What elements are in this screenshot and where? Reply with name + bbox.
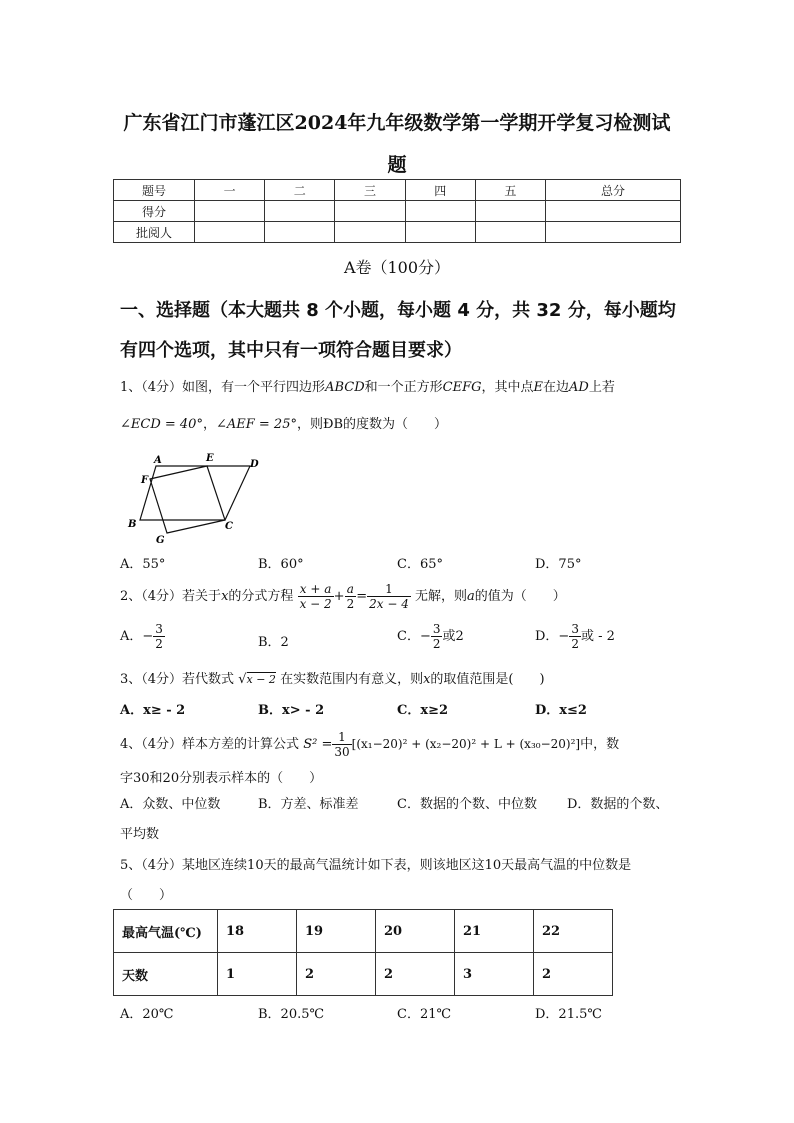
math-expr: ∠AEF = 25° xyxy=(215,417,297,432)
question-text: ，其中点 xyxy=(481,380,534,395)
numerator: 1 xyxy=(332,730,351,745)
question-1 xyxy=(120,376,615,395)
numerator: 1 xyxy=(367,582,411,597)
reviewer-cell[interactable] xyxy=(405,222,475,243)
option-b[interactable]: B．2 xyxy=(258,635,289,650)
math-var: E xyxy=(533,380,543,395)
fraction xyxy=(153,622,165,651)
table-cell: 最高气温(℃) xyxy=(114,910,218,953)
question-number: 1、（4分） xyxy=(120,380,183,395)
math-expr: S² = xyxy=(303,737,333,752)
question-4 xyxy=(120,730,619,759)
score-cell[interactable] xyxy=(405,201,475,222)
numerator: a xyxy=(345,582,357,597)
table-cell: 18 xyxy=(218,910,297,953)
question-text: 若关于 xyxy=(182,589,222,604)
option-a[interactable]: A．众数、中位数 xyxy=(120,797,221,812)
math-var: x xyxy=(423,672,431,687)
question-4-line2: 字30和20分别表示样本的（ ） xyxy=(120,771,323,786)
page-title-cont: 题 xyxy=(387,154,407,176)
score-cell[interactable] xyxy=(265,201,335,222)
table-cell: 3 xyxy=(455,953,534,996)
score-row-label: 得分 xyxy=(114,201,195,222)
score-header-cell: 一 xyxy=(195,180,265,201)
paper-section-label: A卷（100分） xyxy=(343,258,451,277)
numerator: 3 xyxy=(571,622,579,636)
numerator: 3 xyxy=(432,622,441,636)
score-table xyxy=(113,179,681,243)
option-a[interactable]: A．55° xyxy=(120,557,166,572)
question-text: 在边 xyxy=(543,380,570,395)
table-cell: 2 xyxy=(297,953,376,996)
question-text: 若代数式 xyxy=(182,672,235,687)
score-header-cell: 四 xyxy=(405,180,475,201)
score-header-cell: 题号 xyxy=(114,180,195,201)
vertex-label: B xyxy=(128,519,137,530)
math-var: x xyxy=(221,589,229,604)
section-heading-cont: 有四个选项，其中只有一项符合题目要求） xyxy=(120,340,462,361)
question-text: 中，数 xyxy=(580,737,620,752)
question-text: 某地区连续10天的最高气温统计如下表，则该地区这10天最高气温的中位数是 xyxy=(182,858,632,873)
denominator: 2 xyxy=(432,637,441,651)
table-cell: 21 xyxy=(455,910,534,953)
question-text: 和一个正方形 xyxy=(364,380,443,395)
option-d[interactable]: D．x≤2 xyxy=(535,703,587,718)
option-a[interactable]: A．20℃ xyxy=(120,1007,174,1022)
score-cell[interactable] xyxy=(546,201,681,222)
question-text: 上若 xyxy=(588,380,615,395)
radicand: x − 2 xyxy=(246,673,276,686)
table-cell: 1 xyxy=(218,953,297,996)
question-number: 4、（4分） xyxy=(120,737,183,752)
square-root: √x − 2 xyxy=(238,672,276,687)
parallelogram-abcd xyxy=(140,466,250,520)
option-d[interactable]: D．75° xyxy=(535,557,582,572)
question-text: 样本方差的计算公式 xyxy=(182,737,300,752)
table-cell: 2 xyxy=(534,953,613,996)
denominator: 2 xyxy=(571,637,579,651)
question-text: 在实数范围内有意义，则 xyxy=(280,672,424,687)
question-1-line2: ∠ECD = 40°，∠AEF = 25°，则ÐB的度数为（ ） xyxy=(120,417,448,432)
option-c[interactable]: C．数据的个数、中位数 xyxy=(397,797,537,812)
vertex-label: G xyxy=(156,535,165,546)
score-header-cell: 总分 xyxy=(546,180,681,201)
table-cell: 20 xyxy=(376,910,455,953)
fraction xyxy=(298,582,334,611)
reviewer-row xyxy=(114,222,681,243)
question-text: 的取值范围是( ) xyxy=(430,672,545,687)
question-number: 2、（4分） xyxy=(120,589,183,604)
question-number: 5、（4分） xyxy=(120,858,183,873)
vertex-label: A xyxy=(154,455,162,466)
score-header-cell: 五 xyxy=(475,180,545,201)
days-row xyxy=(114,953,613,996)
denominator: 2 xyxy=(346,597,355,611)
question-3 xyxy=(120,668,545,687)
math-var: AD xyxy=(569,380,589,395)
fraction xyxy=(431,622,443,651)
option-a[interactable] xyxy=(120,622,165,651)
section-heading: 一、选择题（本大题共 8 个小题，每小题 4 分，共 32 分，每小题均 xyxy=(120,300,676,321)
vertex-label: D xyxy=(250,459,259,470)
math-expr: [(x₁−20)² + (x₂−20)² + L + (x₃₀−20)²] xyxy=(351,737,581,751)
math-var: a xyxy=(467,589,475,604)
denominator: x − 2 xyxy=(299,597,332,611)
reviewer-row-label: 批阅人 xyxy=(114,222,195,243)
option-suffix: 或2 xyxy=(442,629,464,644)
question-2 xyxy=(120,582,566,611)
option-c[interactable]: C．65° xyxy=(397,557,443,572)
numerator: x + a xyxy=(298,582,334,597)
question-5-line2: （ ） xyxy=(120,888,173,903)
math-var: CEFG xyxy=(442,380,482,395)
option-c[interactable]: C．21℃ xyxy=(397,1007,452,1022)
option-label: A．− xyxy=(120,629,154,644)
denominator: 2 xyxy=(155,637,163,651)
question-number: 3、（4分） xyxy=(120,672,183,687)
option-label: C．− xyxy=(397,629,431,644)
table-cell: 天数 xyxy=(114,953,218,996)
reviewer-cell[interactable] xyxy=(195,222,265,243)
page-title: 广东省江门市蓬江区2024年九年级数学第一学期开学复习检测试 xyxy=(123,112,671,134)
fraction xyxy=(569,622,581,651)
temperature-table xyxy=(113,909,613,996)
table-cell: 19 xyxy=(297,910,376,953)
denominator: 2x − 4 xyxy=(369,597,409,611)
geometry-figure xyxy=(120,448,270,548)
score-row xyxy=(114,201,681,222)
vertex-label: E xyxy=(206,453,214,464)
math-expr: ∠ECD = 40° xyxy=(120,417,203,432)
vertex-label: F xyxy=(141,475,149,486)
option-a[interactable]: A．x≥ - 2 xyxy=(120,703,186,718)
table-cell: 2 xyxy=(376,953,455,996)
question-5 xyxy=(120,854,631,873)
option-c[interactable] xyxy=(397,622,464,651)
numerator: 3 xyxy=(155,622,163,636)
fraction xyxy=(345,582,357,611)
operator: = xyxy=(356,589,368,604)
question-text: 的分式方程 xyxy=(228,589,294,604)
question-text: ，则ÐB的度数为（ ） xyxy=(296,417,448,432)
math-var: ABCD xyxy=(325,380,365,395)
option-d[interactable] xyxy=(535,622,615,651)
reviewer-cell[interactable] xyxy=(335,222,405,243)
option-d-cont: 平均数 xyxy=(120,827,160,842)
score-table-header-row xyxy=(114,180,681,201)
score-header-cell: 二 xyxy=(265,180,335,201)
score-cell[interactable] xyxy=(475,201,545,222)
option-c[interactable]: C．x≥2 xyxy=(397,703,449,718)
question-text: 无解，则 xyxy=(414,589,467,604)
option-b[interactable]: B．20.5℃ xyxy=(258,1007,325,1022)
operator: + xyxy=(333,589,345,604)
fraction xyxy=(332,730,351,759)
score-cell[interactable] xyxy=(195,201,265,222)
score-cell[interactable] xyxy=(335,201,405,222)
reviewer-cell[interactable] xyxy=(546,222,681,243)
question-text: 如图，有一个平行四边形 xyxy=(182,380,326,395)
temperature-row xyxy=(114,910,613,953)
question-text: 的值为（ ） xyxy=(474,589,566,604)
option-d[interactable]: D．数据的个数、 xyxy=(567,797,669,812)
square-cefg xyxy=(150,466,225,533)
fraction xyxy=(367,582,411,611)
table-cell: 22 xyxy=(534,910,613,953)
option-b[interactable]: B．方差、标准差 xyxy=(258,797,359,812)
reviewer-cell[interactable] xyxy=(475,222,545,243)
option-label: D．− xyxy=(535,629,570,644)
option-b[interactable]: B．x> - 2 xyxy=(258,703,325,718)
reviewer-cell[interactable] xyxy=(265,222,335,243)
option-b[interactable]: B．60° xyxy=(258,557,304,572)
option-d[interactable]: D．21.5℃ xyxy=(535,1007,602,1022)
option-suffix: 或 - 2 xyxy=(580,629,615,644)
score-header-cell: 三 xyxy=(335,180,405,201)
vertex-label: C xyxy=(225,521,233,532)
denominator: 30 xyxy=(334,745,350,759)
